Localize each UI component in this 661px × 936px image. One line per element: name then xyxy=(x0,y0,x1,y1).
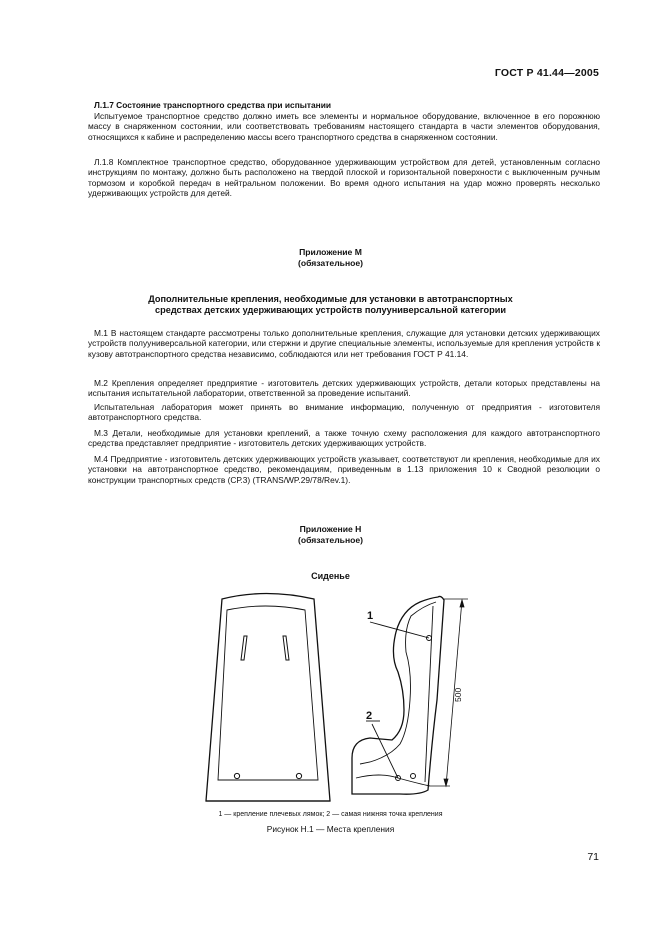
paragraph-m3: М.3 Детали, необходимые для установки креплений, а также точную схему расположения для каждого автотранспортного средства представляет предприятие - изготовитель детских удерживающих устройств. xyxy=(88,428,600,449)
seat-front-view xyxy=(206,594,330,802)
appendix-m-label: Приложение М xyxy=(299,247,362,257)
page-number: 71 xyxy=(587,851,599,863)
standard-number: ГОСТ Р 41.44—2005 xyxy=(494,67,599,79)
paragraph-m2: М.2 Крепления определяет предприятие - изготовитель детских удерживающих устройств, детали которых представлены на испытания испытательной лаборатории, ответственной за проведение испытаний. xyxy=(88,378,600,399)
section-heading-l17: Л.1.7 Состояние транспортного средства при испытании xyxy=(94,100,332,110)
paragraph-m4: М.4 Предприятие - изготовитель детских удерживающих устройств указывает, соответствуют ли крепления, необходимые для их установки на автотранспортное средство, рекомендациям, приведенным в 1.13 приложения 10 к Сводной резолюции о конструкции транспортных средств (СР.3) (TRANS/WP.29/78/Rev.1). xyxy=(88,454,600,485)
seat-side-view xyxy=(352,596,444,794)
appendix-m-title-line2: средствах детских удерживающих устройств полуунивepсальной категории xyxy=(154,305,506,315)
appendix-m-type: (обязательное) xyxy=(297,258,364,268)
figure-title: Сиденье xyxy=(311,571,350,581)
callout-1: 1 xyxy=(367,610,374,622)
appendix-n-label: Приложение Н xyxy=(299,524,362,534)
figure-legend: 1 — крепление плечевых лямок; 2 — самая нижняя точка крепления xyxy=(218,811,443,818)
paragraph-l18: Л.1.8 Комплектное транспортное средство, оборудованное удерживающим устройством для детей, установленным согласно инструкциям по монтажу, должно быть расположено на твердой плоской и горизонтальной поверхности с выключенным ручным тормозом и коробкой передач в нейтральном положении. Во время одного испытания на удар можно проверять несколько удерживающих устройств для детей. xyxy=(88,157,600,199)
appendix-m-title-line1: Дополнительные крепления, необходимые для установки в автотранспортных xyxy=(148,294,513,304)
callout-2: 2 xyxy=(366,710,373,722)
appendix-n-type: (обязательное) xyxy=(297,535,364,545)
paragraph-l17: Испытуемое транспортное средство должно иметь все элементы и нормальное оборудование, включенное в его порожнюю массу в снаряженном состоянии, или соответствовать требованиям настоящего стандарта в части элементов оборудования, относящихся к кабине и распределению массы всего транспортного средства в снаряженном состоянии. xyxy=(88,111,600,142)
paragraph-m1: М.1 В настоящем стандарте рассмотрены только дополнительные крепления, служащие для установки детских удерживающих устройств полууниверсальной категории, или стержни и другие специальные элементы, используемые для крепления устройств к кузову автотранспортного средства независимо, соблюдаются или нет требования ГОСТ Р 41.14. xyxy=(88,328,600,359)
paragraph-m2-note: Испытательная лаборатория может принять во внимание информацию, полученную от предприятия - изготовителя автотранспортного средства. xyxy=(88,402,600,423)
figure-caption: Рисунок Н.1 — Места крепления xyxy=(266,824,395,834)
dimension-label: 500 xyxy=(453,687,463,702)
